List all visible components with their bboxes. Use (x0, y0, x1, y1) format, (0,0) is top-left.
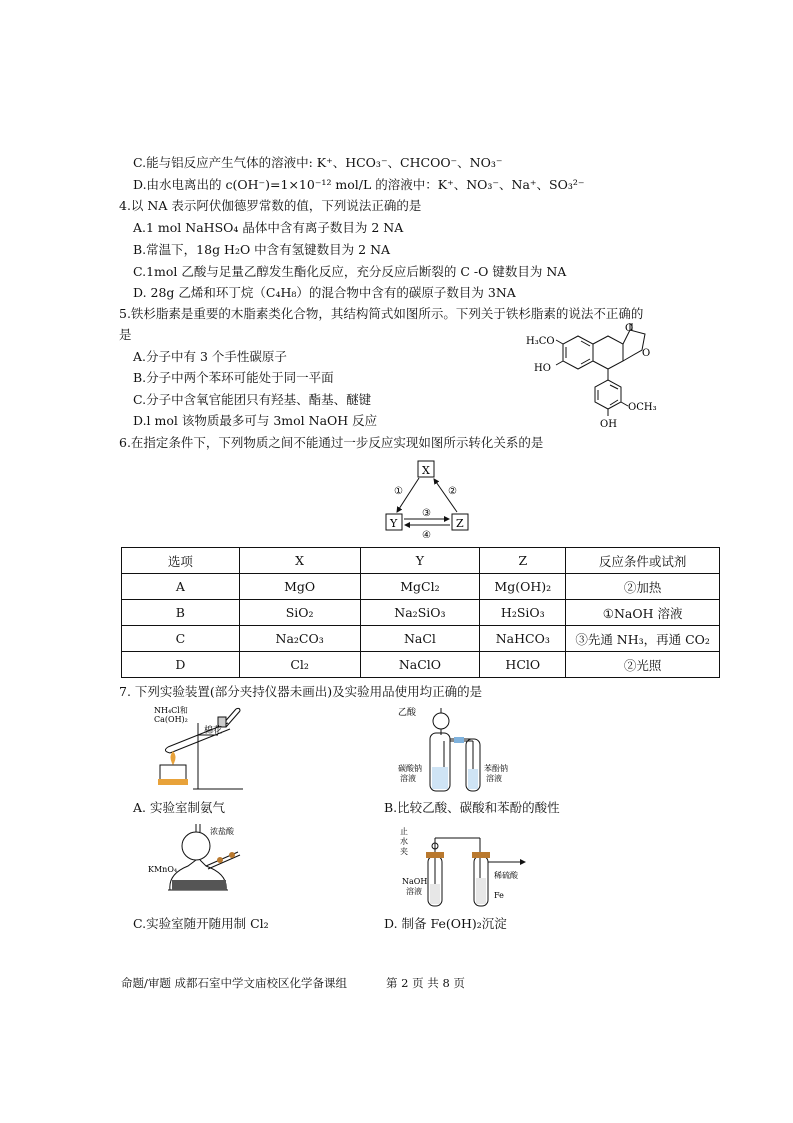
q4-stem: 4.以 NA 表示阿伏伽德罗常数的值，下列说法正确的是 (119, 198, 422, 213)
q7-caption-d: D. 制备 Fe(OH)₂沉淀 (384, 916, 507, 931)
apparatus-c-label-solid: KMnO₄ (148, 865, 178, 874)
apparatus-d-label-clip3: 夹 (400, 847, 408, 856)
apparatus-d-label-clip2: 水 (400, 837, 408, 846)
table-cell: MgO (239, 574, 360, 600)
q3-option-d: D.由水电离出的 c(OH⁻)=1×10⁻¹² mol/L 的溶液中：K⁺、NO₃⁻、Na⁺、SO₃²⁻ (133, 177, 585, 192)
table-cell: A (122, 574, 240, 600)
q5-structure-diagram (520, 320, 680, 432)
q6-options-table (121, 547, 720, 678)
q7-caption-a: A. 实验室制氨气 (133, 800, 225, 815)
table-header: 反应条件或试剂 (566, 548, 720, 574)
table-cell: SiO₂ (239, 600, 360, 626)
table-cell: ②光照 (566, 652, 720, 678)
table-cell: Na₂SiO₃ (360, 600, 480, 626)
q7-caption-b: B.比较乙酸、碳酸和苯酚的酸性 (384, 800, 560, 815)
table-cell: ②加热 (566, 574, 720, 600)
q4-option-b: B.常温下，18g H₂O 中含有氢键数目为 2 NA (133, 242, 391, 257)
apparatus-b-label-right2: 溶液 (486, 774, 502, 783)
q7-caption-c: C.实验室随开随用制 Cl₂ (133, 916, 269, 931)
table-row (122, 600, 720, 626)
apparatus-b-label-left2: 溶液 (400, 774, 416, 783)
q6-stem: 6.在指定条件下，下列物质之间不能通过一步反应实现如图所示转化关系的是 (119, 435, 544, 450)
table-cell: C (122, 626, 240, 652)
table-cell: D (122, 652, 240, 678)
page-number: 第 2 页 共 8 页 (386, 976, 465, 990)
table-cell: Na₂CO₃ (239, 626, 360, 652)
arrow-label-4: ④ (422, 530, 431, 538)
apparatus-b-label-left: 碳酸钠 (398, 764, 422, 773)
apparatus-a-label-reagent2: Ca(OH)₂ (154, 715, 188, 724)
table-cell: HClO (480, 652, 566, 678)
q5-option-b: B.分子中两个苯环可能处于同一平面 (133, 370, 334, 385)
structure-label-och3: OCH₃ (628, 402, 657, 413)
apparatus-b-figure (398, 705, 528, 793)
q4-option-d: D. 28g 乙烯和环丁烷（C₄H₈）的混合物中含有的碳原子数目为 3NA (133, 285, 516, 300)
apparatus-d-label-naoh: NaOH (402, 877, 428, 886)
q5-option-a: A.分子中有 3 个手性碳原子 (133, 349, 287, 364)
table-cell: B (122, 600, 240, 626)
table-cell: ①NaOH 溶液 (566, 600, 720, 626)
table-row (122, 626, 720, 652)
q5-stem: 5.铁杉脂素是重要的木脂素类化合物，其结构简式如图所示。下列关于铁杉脂素的说法不正确的 (119, 306, 644, 321)
table-cell: Mg(OH)₂ (480, 574, 566, 600)
apparatus-b-label-acid: 乙酸 (398, 708, 417, 718)
q5-option-d: D.l mol 该物质最多可与 3mol NaOH 反应 (133, 413, 378, 428)
structure-label-ho: HO (534, 363, 551, 374)
apparatus-a-figure (148, 705, 248, 793)
arrow-label-2: ② (448, 486, 457, 497)
table-cell: NaClO (360, 652, 480, 678)
table-cell: NaCl (360, 626, 480, 652)
table-cell: ③先通 NH₃，再通 CO₂ (566, 626, 720, 652)
table-cell: H₂SiO₃ (480, 600, 566, 626)
structure-label-o-carbonyl: O (625, 323, 634, 334)
q7-stem: 7. 下列实验装置(部分夹持仪器未画出)及实验用品使用均正确的是 (119, 684, 483, 699)
q3-option-c: C.能与铝反应产生气体的溶液中: K⁺、HCO₃⁻、CHCOO⁻、NO₃⁻ (133, 155, 503, 170)
table-header: Z (480, 548, 566, 574)
q5-option-c: C.分子中含氧官能团只有羟基、酯基、醚键 (133, 392, 372, 407)
q4-option-c: C.1mol 乙酸与足量乙醇发生酯化反应，充分反应后断裂的 C -O 键数目为 NA (133, 264, 567, 279)
apparatus-c-figure (148, 822, 258, 904)
table-cell: MgCl₂ (360, 574, 480, 600)
node-z: Z (456, 517, 464, 530)
node-y: Y (390, 517, 398, 530)
q5-stem-cont: 是 (119, 327, 132, 342)
table-header: Y (360, 548, 480, 574)
table-header: 选项 (122, 548, 240, 574)
q6-transformation-diagram (382, 458, 482, 538)
apparatus-a-label-reagent: NH₄Cl和 (154, 706, 188, 715)
apparatus-d-label-acid: 稀硫酸 (494, 871, 518, 880)
q4-option-a: A.1 mol NaHSO₄ 晶体中含有离子数目为 2 NA (133, 220, 404, 235)
arrow-label-1: ① (394, 486, 403, 497)
arrow-label-3: ③ (422, 508, 431, 519)
table-row (122, 574, 720, 600)
table-cell: NaHCO₃ (480, 626, 566, 652)
table-row (122, 652, 720, 678)
apparatus-d-label-clip: 止 (400, 827, 408, 836)
apparatus-c-label-acid: 浓盐酸 (210, 827, 234, 836)
apparatus-b-label-right: 苯酚钠 (484, 764, 508, 773)
apparatus-d-label-fe: Fe (494, 891, 504, 900)
structure-label-oh: OH (600, 419, 617, 430)
apparatus-a-label-cotton: 棉花 (204, 726, 223, 736)
footer-credit: 命题/审题 成都石室中学文庙校区化学备课组 (121, 976, 348, 990)
apparatus-d-label-naoh2: 溶液 (406, 887, 422, 896)
table-header: X (239, 548, 360, 574)
table-header-row (122, 548, 720, 574)
structure-label-o-ring: O (642, 348, 651, 359)
node-x: X (422, 464, 430, 477)
apparatus-d-figure (398, 826, 538, 908)
structure-label-h3co: H₃CO (526, 336, 555, 347)
table-cell: Cl₂ (239, 652, 360, 678)
